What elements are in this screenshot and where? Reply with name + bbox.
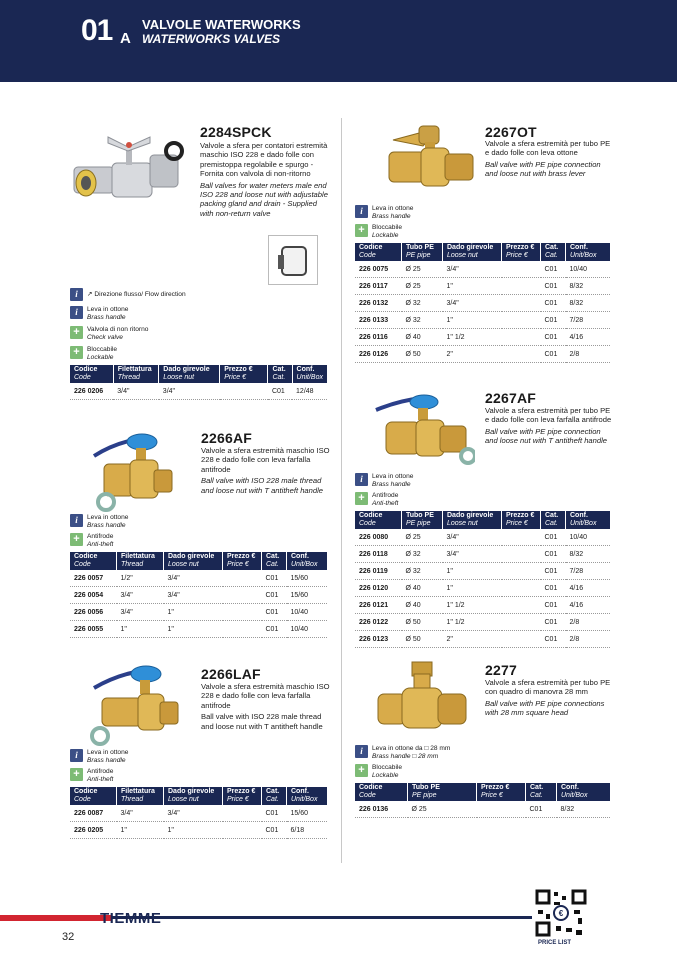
valve-2267ot-image: [375, 118, 480, 198]
product-table: Codice Code Filettatura Thread Dado girevole Loose nut Prezzo € Price € Cat. Cat. Conf. Unit/Box 226 0057 1/2" 3/4" C01 15/60 226 0054 3/4" 3/4" C01 15/60 226 0056 3/4" 1" C01 10/40 226 0055 1" 1" C01 10/40: [70, 552, 327, 638]
table-row: 226 0132 Ø 32 3/4" C01 8/32: [355, 295, 610, 312]
product-title: 2266LAF: [201, 666, 261, 682]
table-row: 226 0054 3/4" 3/4" C01 15/60: [70, 587, 327, 604]
valve-2277-image: [372, 660, 472, 740]
product-title: 2266AF: [201, 430, 253, 446]
description-en: Ball valve with ISO 228 male thread and loose nut with T antitheft handle: [201, 476, 324, 495]
feature-label: Valvola di non ritorno: [87, 326, 149, 333]
feature-label: Bloccabile: [372, 764, 403, 771]
feature-label: Bloccabile: [372, 224, 403, 231]
info-icon: i: [70, 514, 83, 527]
col-header: Conf. Unit/Box: [292, 365, 327, 383]
feature-label-en: Brass handle: [87, 756, 126, 764]
table-row: 226 0080 Ø 25 3/4" C01 10/40: [355, 529, 610, 546]
table-row: 226 0075 Ø 25 3/4" C01 10/40: [355, 261, 610, 278]
description-it: Valvole a sfera estremità maschio ISO 228 e dado folle con leva farfalla antifrode: [201, 682, 330, 710]
col-header: Filettatura Thread: [113, 365, 159, 383]
feature-label-en: Anti-theft: [87, 540, 114, 548]
brand-logo: TIEMME: [100, 910, 162, 927]
section-number: 01: [81, 14, 113, 47]
qr-code-icon[interactable]: [534, 888, 588, 938]
svg-text:€: €: [558, 909, 564, 918]
feature-label: Antifrode: [87, 533, 114, 540]
section-title-en: WATERWORKS VALVES: [142, 32, 281, 46]
description-en: Ball valve with PE pipe connections with 28 mm square head: [485, 698, 605, 718]
table-row: 226 0087 3/4" 3/4" C01 15/60: [70, 805, 327, 822]
page-number: 32: [62, 931, 75, 943]
product-table: [70, 365, 327, 400]
table-row: 226 0205 1" 1" C01 6/18: [70, 822, 327, 839]
section-title-it: VALVOLE WATERWORKS: [142, 17, 301, 32]
feature-label: Leva in ottone: [372, 205, 414, 212]
table-row: 226 0057 1/2" 3/4" C01 15/60: [70, 570, 327, 587]
feature-item: [355, 745, 450, 760]
description-en: Ball valve with ISO 228 male thread and loose nut with T antitheft handle: [201, 712, 323, 731]
table-row: 226 0121 Ø 40 1" 1/2 C01 4/16: [355, 597, 610, 614]
check-valve-image: [268, 235, 318, 285]
feature-item: [70, 288, 186, 301]
table-row: 226 0056 3/4" 1" C01 10/40: [70, 604, 327, 621]
product-title: 2267AF: [485, 390, 537, 406]
feature-label: Leva in ottone: [372, 473, 414, 480]
feature-item: [70, 533, 113, 548]
col-header: Dado girevole Loose nut: [159, 365, 220, 383]
plus-icon: +: [70, 768, 83, 781]
table-row: 226 0118 Ø 32 3/4" C01 8/32: [355, 546, 610, 563]
info-icon: i: [70, 288, 83, 301]
description-en: Ball valves for water meters male end ISO 228 and loose nut with adjustable packing gland and drain - Supplied with non-return valve: [200, 180, 328, 218]
feature-label-en: Brass handle: [372, 480, 411, 488]
product-description: [485, 678, 615, 718]
feature-label-en: Brass handle: [87, 313, 126, 321]
section-letter: A: [120, 30, 131, 47]
description-it: Valvole a sfera per contatori estremità maschio ISO 228 e dado folle con premistoppa regolabile e spurgo - Fornita con valvola di non-ritorno: [200, 141, 328, 179]
info-icon: i: [70, 306, 83, 319]
product-description: [201, 446, 331, 495]
feature-label: Leva in ottone: [87, 749, 129, 756]
feature-item: [355, 764, 402, 779]
feature-label: Leva in ottone: [87, 306, 129, 313]
footer-blue-line: [112, 916, 532, 919]
product-description: [201, 682, 331, 731]
product-description: [485, 139, 615, 179]
info-icon: i: [70, 749, 83, 762]
plus-icon: +: [355, 764, 368, 777]
feature-item: [70, 768, 113, 783]
product-table: Codice Code Filettatura Thread Dado girevole Loose nut Prezzo € Price € Cat. Cat. Conf. Unit/Box 226 0087 3/4" 3/4" C01 15/60 226 0205 1" 1" C01 6/18: [70, 787, 327, 839]
plus-icon: +: [70, 326, 83, 339]
description-en: Ball valve with PE pipe connection and loose nut with T antitheft handle: [485, 426, 608, 446]
feature-item: [355, 492, 398, 507]
feature-item: [70, 346, 117, 361]
feature-label: Antifrode: [87, 768, 114, 775]
feature-item: [70, 326, 148, 341]
col-header: Prezzo € Price €: [220, 365, 268, 383]
description-it: Valvole a sfera estremità per tubo PE con quadro di manovra 28 mm: [485, 678, 611, 697]
feature-item: [70, 306, 128, 321]
table-row: 226 0133 Ø 32 1" C01 7/28: [355, 312, 610, 329]
product-title: 2267OT: [485, 124, 537, 140]
valve-2266laf-image: [88, 662, 188, 747]
product-title: 2284SPCK: [200, 124, 272, 140]
column-divider: [341, 118, 342, 863]
price-list-label: PRICE LIST: [538, 940, 572, 946]
table-row: 226 0126 Ø 50 2" C01 2/8: [355, 346, 610, 363]
col-header: Codice Code: [70, 365, 113, 383]
table-row: 226 0206 3/4" 3/4" C01 12/48: [70, 383, 327, 400]
col-header: Cat. Cat.: [268, 365, 292, 383]
product-table: Codice Code Tubo PE PE pipe Dado girevole Loose nut Prezzo € Price € Cat. Cat. Conf. Unit/Box 226 0075 Ø 25 3/4" C01 10/40 226 0117 Ø 25 1" C01 8/32 226 0132 Ø 32 3/4" C01 8/32 226 0133 Ø 32 1" C01 7/28 226 0116 Ø 40 1" 1/2 C01 4/16 226 0126 Ø 50 2" C01 2/8: [355, 243, 610, 363]
feature-label: Leva in ottone da □ 28 mm: [372, 745, 451, 752]
info-icon: i: [355, 745, 368, 758]
feature-label-en: Check valve: [87, 333, 123, 341]
feature-label-en: Brass handle □ 28 mm: [372, 752, 439, 760]
product-description: [200, 141, 330, 218]
feature-label: ↗ Direzione flusso/ Flow direction: [87, 291, 186, 298]
valve-2267af-image: [370, 392, 475, 472]
feature-label-en: Brass handle: [372, 212, 411, 220]
description-it: Valvole a sfera estremità maschio ISO 228 e dado folle con leva farfalla antifrode: [201, 446, 330, 474]
table-row: 226 0120 Ø 40 1" C01 4/16: [355, 580, 610, 597]
table-row: 226 0123 Ø 50 2" C01 2/8: [355, 631, 610, 648]
description-en: Ball valve with PE pipe connection and loose nut with brass lever: [485, 159, 601, 179]
product-title: 2277: [485, 662, 517, 678]
feature-item: [355, 205, 413, 220]
feature-label-en: Lockable: [372, 231, 399, 239]
feature-item: [70, 514, 128, 529]
valve-2284spck-image: [64, 125, 194, 215]
valve-2266af-image: [86, 428, 186, 513]
product-table: Codice Code Tubo PE PE pipe Dado girevole Loose nut Prezzo € Price € Cat. Cat. Conf. Unit/Box 226 0080 Ø 25 3/4" C01 10/40 226 0118 Ø 32 3/4" C01 8/32 226 0119 Ø 32 1" C01 7/28 226 0120 Ø 40 1" C01 4/16 226 0121 Ø 40 1" 1/2 C01 4/16 226 0122 Ø 50 1" 1/2 C01 2/8 226 0123 Ø 50 2" C01 2/8: [355, 511, 610, 648]
feature-label: Bloccabile: [87, 346, 118, 353]
plus-icon: +: [70, 346, 83, 359]
plus-icon: +: [355, 492, 368, 505]
plus-icon: +: [355, 224, 368, 237]
info-icon: i: [355, 205, 368, 218]
feature-label: Leva in ottone: [87, 514, 129, 521]
footer-red-bar: [0, 915, 112, 921]
table-row: 226 0122 Ø 50 1" 1/2 C01 2/8: [355, 614, 610, 631]
table-row: 226 0119 Ø 32 1" C01 7/28: [355, 563, 610, 580]
product-table: Codice Code Tubo PE PE pipe Prezzo € Price € Cat. Cat. Conf. Unit/Box 226 0136 Ø 25 C01 8/32: [355, 783, 610, 818]
feature-label-en: Lockable: [372, 771, 399, 779]
feature-label: Antifrode: [372, 492, 399, 499]
plus-icon: +: [70, 533, 83, 546]
description-it: Valvole a sfera estremità per tubo PE e dado folle con leva farfalla antifrode: [485, 406, 612, 425]
table-row: 226 0136 Ø 25 C01 8/32: [355, 801, 610, 818]
table-row: 226 0055 1" 1" C01 10/40: [70, 621, 327, 638]
feature-label-en: Lockable: [87, 353, 114, 361]
feature-label-en: Anti-theft: [372, 499, 399, 507]
feature-item: [70, 749, 128, 764]
info-icon: i: [355, 473, 368, 486]
product-description: [485, 406, 615, 446]
description-it: Valvole a sfera estremità per tubo PE e dado folle con leva ottone: [485, 139, 611, 158]
table-row: 226 0117 Ø 25 1" C01 8/32: [355, 278, 610, 295]
feature-label-en: Brass handle: [87, 521, 126, 529]
feature-label-en: Anti-theft: [87, 775, 114, 783]
page-header: [0, 0, 677, 82]
feature-item: [355, 473, 413, 488]
feature-item: [355, 224, 402, 239]
table-row: 226 0116 Ø 40 1" 1/2 C01 4/16: [355, 329, 610, 346]
